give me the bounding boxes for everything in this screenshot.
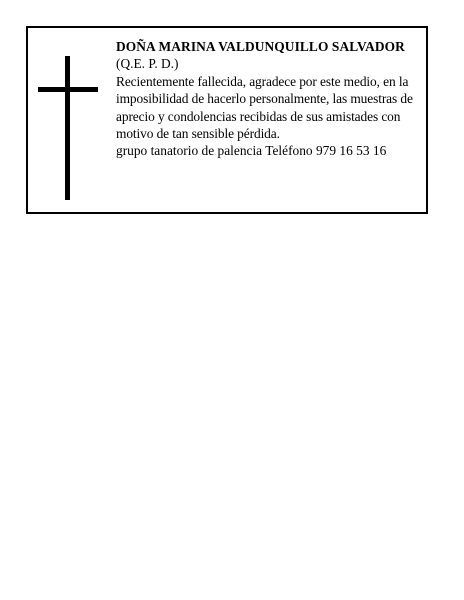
cross-vertical-bar <box>65 56 70 200</box>
cross-horizontal-bar <box>38 87 98 92</box>
obituary-notice <box>26 26 428 214</box>
notice-message: Recientemente fallecida, agradece por este medio, en la imposibilidad de hacerlo personalmente, las muestras de aprecio y condolencias recibidas de sus amistades con motivo de tan sensible pérdida. <box>116 73 413 142</box>
cross-icon <box>38 56 98 200</box>
funeral-home-contact: grupo tanatorio de palencia Teléfono 979 16 53 16 <box>116 143 387 159</box>
qepd-label: (Q.E. P. D.) <box>116 56 179 72</box>
deceased-name: DOÑA MARINA VALDUNQUILLO SALVADOR <box>116 39 405 54</box>
notice-text-block <box>116 38 420 160</box>
